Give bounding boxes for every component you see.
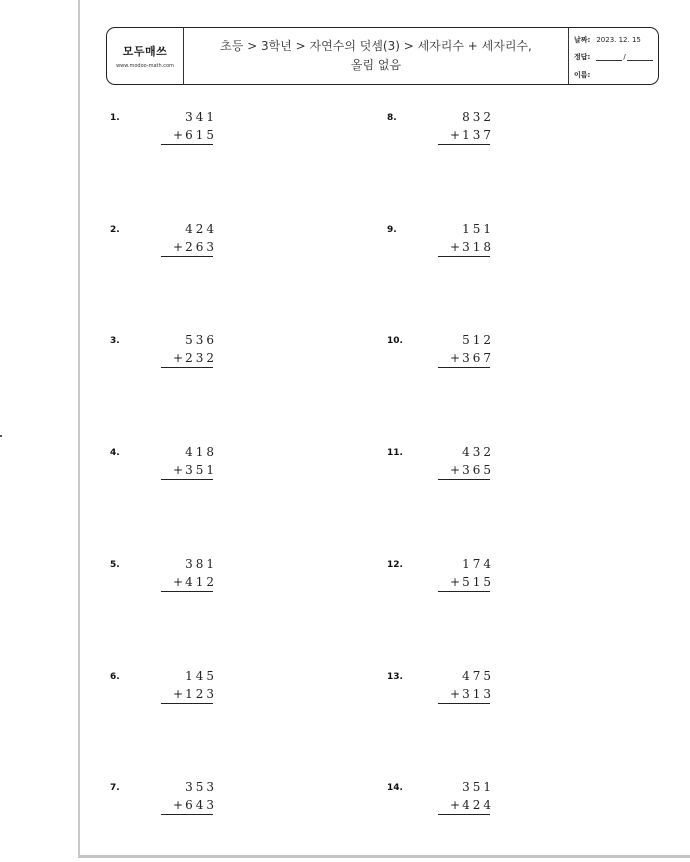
problem-number: 4.	[110, 448, 120, 458]
answer-blank-correct[interactable]	[596, 53, 622, 61]
addend-bottom-row	[155, 575, 217, 589]
plus-sign: +	[450, 687, 461, 701]
brand-box	[107, 28, 184, 84]
worksheet-header	[106, 27, 659, 85]
addend-top: 351	[462, 780, 494, 794]
addend-top: 512	[462, 333, 494, 347]
addend-bottom-row	[155, 463, 217, 477]
problem-number: 5.	[110, 560, 120, 570]
problem-item	[110, 780, 217, 833]
addend-bottom-row	[432, 575, 494, 589]
addend-top: 341	[185, 110, 217, 124]
addend-top: 536	[185, 333, 217, 347]
problem-item	[387, 222, 494, 275]
sum-line	[161, 814, 213, 815]
answer-blank-total[interactable]	[627, 53, 653, 61]
title-line-1: 초등 > 3학년 > 자연수의 덧셈(3) > 세자리수 + 세자리수,	[220, 39, 532, 53]
sum-line	[161, 256, 213, 257]
problem-item	[387, 110, 494, 163]
addend-bottom-row	[155, 798, 217, 812]
plus-sign: +	[450, 128, 461, 142]
plus-sign: +	[173, 240, 184, 254]
sum-line	[438, 144, 490, 145]
addend-bottom: 123	[185, 687, 217, 701]
addend-top: 353	[185, 780, 217, 794]
margin-dot	[0, 435, 2, 437]
addend-bottom: 313	[462, 687, 494, 701]
addend-bottom: 365	[462, 463, 494, 477]
sum-line	[438, 256, 490, 257]
sum-line	[438, 367, 490, 368]
brand-name: 모두매쓰	[122, 45, 168, 58]
sum-line	[438, 814, 490, 815]
problem-item	[110, 333, 217, 386]
addend-bottom-row	[432, 798, 494, 812]
problem-number: 9.	[387, 225, 397, 235]
brand-url: www.modoo-math.com	[116, 63, 174, 69]
addend-top: 418	[185, 445, 217, 459]
plus-sign: +	[173, 575, 184, 589]
sum-line	[161, 367, 213, 368]
sum-line	[161, 479, 213, 480]
problem-number: 12.	[387, 560, 403, 570]
plus-sign: +	[450, 575, 461, 589]
plus-sign: +	[450, 798, 461, 812]
addend-bottom: 424	[462, 798, 494, 812]
addend-bottom: 137	[462, 128, 494, 142]
problem-item	[387, 445, 494, 498]
addend-bottom: 367	[462, 351, 494, 365]
problem-number: 2.	[110, 225, 120, 235]
worksheet-title	[184, 28, 568, 84]
addend-bottom: 263	[185, 240, 217, 254]
problem-item	[110, 445, 217, 498]
addend-top: 381	[185, 557, 217, 571]
addend-bottom: 351	[185, 463, 217, 477]
problem-number: 13.	[387, 672, 403, 682]
problem-item	[387, 669, 494, 722]
worksheet-page	[78, 0, 690, 858]
addend-bottom: 318	[462, 240, 494, 254]
addend-bottom-row	[432, 240, 494, 254]
meta-box	[568, 28, 658, 84]
addend-top: 432	[462, 445, 494, 459]
addend-bottom: 515	[462, 575, 494, 589]
addend-top: 475	[462, 669, 494, 683]
name-label: 이름:	[574, 70, 591, 79]
addend-bottom-row	[155, 687, 217, 701]
plus-sign: +	[173, 687, 184, 701]
plus-sign: +	[173, 128, 184, 142]
problem-number: 3.	[110, 336, 120, 346]
date-label: 날짜:	[574, 35, 591, 44]
problem-item	[110, 222, 217, 275]
sum-line	[438, 591, 490, 592]
problem-number: 6.	[110, 672, 120, 682]
plus-sign: +	[173, 351, 184, 365]
addend-top: 424	[185, 222, 217, 236]
problem-number: 7.	[110, 783, 120, 793]
date-row	[574, 31, 658, 49]
answer-slash: /	[623, 53, 626, 62]
addend-top: 151	[462, 222, 494, 236]
sum-line	[161, 591, 213, 592]
problem-number: 10.	[387, 336, 403, 346]
answer-row	[574, 49, 658, 67]
addend-bottom-row	[155, 240, 217, 254]
plus-sign: +	[173, 463, 184, 477]
addend-bottom: 232	[185, 351, 217, 365]
problem-item	[387, 333, 494, 386]
plus-sign: +	[450, 463, 461, 477]
problem-number: 11.	[387, 448, 403, 458]
addend-bottom-row	[432, 463, 494, 477]
addend-bottom-row	[432, 128, 494, 142]
addend-bottom-row	[432, 351, 494, 365]
sum-line	[161, 703, 213, 704]
plus-sign: +	[173, 798, 184, 812]
addend-bottom: 412	[185, 575, 217, 589]
addend-bottom-row	[155, 351, 217, 365]
problem-number: 8.	[387, 113, 397, 123]
problem-number: 1.	[110, 113, 120, 123]
plus-sign: +	[450, 351, 461, 365]
addend-top: 832	[462, 110, 494, 124]
addend-bottom-row	[155, 128, 217, 142]
answer-label: 정답:	[574, 53, 591, 62]
addend-top: 145	[185, 669, 217, 683]
sum-line	[161, 144, 213, 145]
date-value: 2023. 12. 15	[596, 35, 641, 44]
sum-line	[438, 703, 490, 704]
addend-bottom: 615	[185, 128, 217, 142]
problem-item	[110, 110, 217, 163]
addend-bottom-row	[432, 687, 494, 701]
sum-line	[438, 479, 490, 480]
name-row	[574, 66, 658, 84]
problem-item	[110, 669, 217, 722]
problem-item	[387, 780, 494, 833]
addend-bottom: 643	[185, 798, 217, 812]
problem-number: 14.	[387, 783, 403, 793]
addend-top: 174	[462, 557, 494, 571]
title-line-2: 올림 없음	[350, 58, 402, 72]
problem-item	[110, 557, 217, 610]
left-margin	[0, 0, 78, 862]
problem-item	[387, 557, 494, 610]
plus-sign: +	[450, 240, 461, 254]
